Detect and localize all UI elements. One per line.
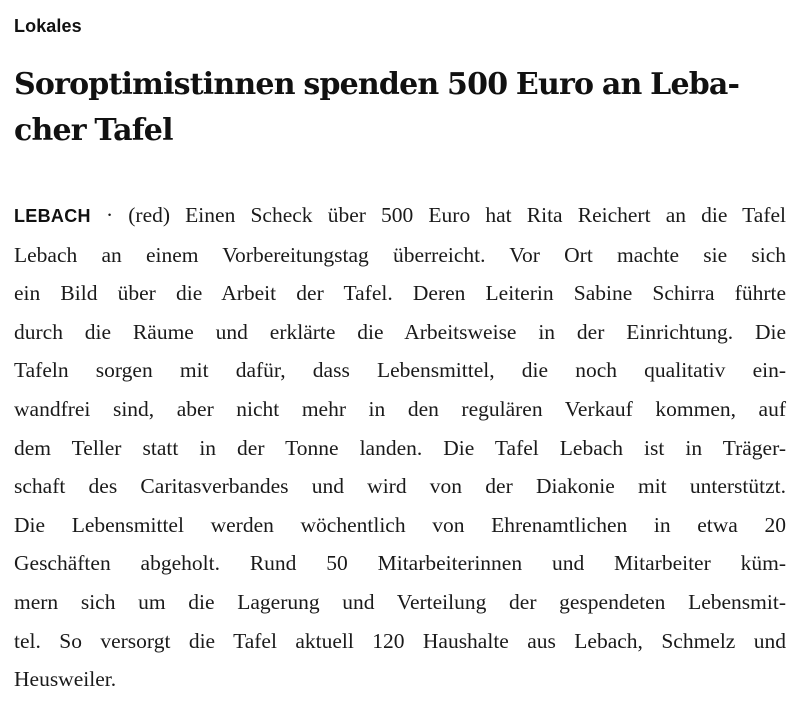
dateline-separator: · (90, 203, 129, 227)
headline-line: Soroptimistinnen spenden 500 Euro an Leba- (14, 67, 740, 102)
body-line: Tafeln sorgen mit dafür, dass Lebensmittel, die noch qualitativ ein- (14, 358, 786, 383)
dateline: LEBACH (14, 206, 91, 226)
body-line: dem Teller statt in der Tonne landen. Die Tafel Lebach ist in Träger- (14, 435, 786, 460)
body-line: durch die Räume und erklärte die Arbeitsweise in der Einrichtung. Die (14, 319, 786, 344)
headline-line: cher Tafel (14, 113, 173, 148)
article-body (14, 196, 786, 699)
body-line: Die Lebensmittel werden wöchentlich von Ehrenamtlichen in etwa 20 (14, 512, 786, 537)
body-line-text: (red) Einen Scheck über 500 Euro hat Rita Reichert an die Tafel (128, 203, 786, 227)
body-line: Geschäften abgeholt. Rund 50 Mitarbeiterinnen und Mitarbeiter küm- (14, 551, 786, 576)
body-line: Lebach an einem Vorbereitungstag überreicht. Vor Ort machte sie sich (14, 242, 786, 267)
body-line-first (14, 196, 786, 236)
body-line: schaft des Caritasverbandes und wird von der Diakonie mit unterstützt. (14, 474, 786, 499)
category-label: Lokales (14, 16, 82, 36)
body-line: wandfrei sind, aber nicht mehr in den regulären Verkauf kommen, auf (14, 396, 786, 421)
body-line: mern sich um die Lagerung und Verteilung der gespendeten Lebensmit- (14, 589, 786, 614)
headline (14, 62, 774, 154)
body-line: tel. So versorgt die Tafel aktuell 120 Haushalte aus Lebach, Schmelz und (14, 628, 786, 653)
body-line-last: Heusweiler. (14, 667, 117, 692)
body-line: ein Bild über die Arbeit der Tafel. Deren Leiterin Sabine Schirra führte (14, 281, 786, 306)
